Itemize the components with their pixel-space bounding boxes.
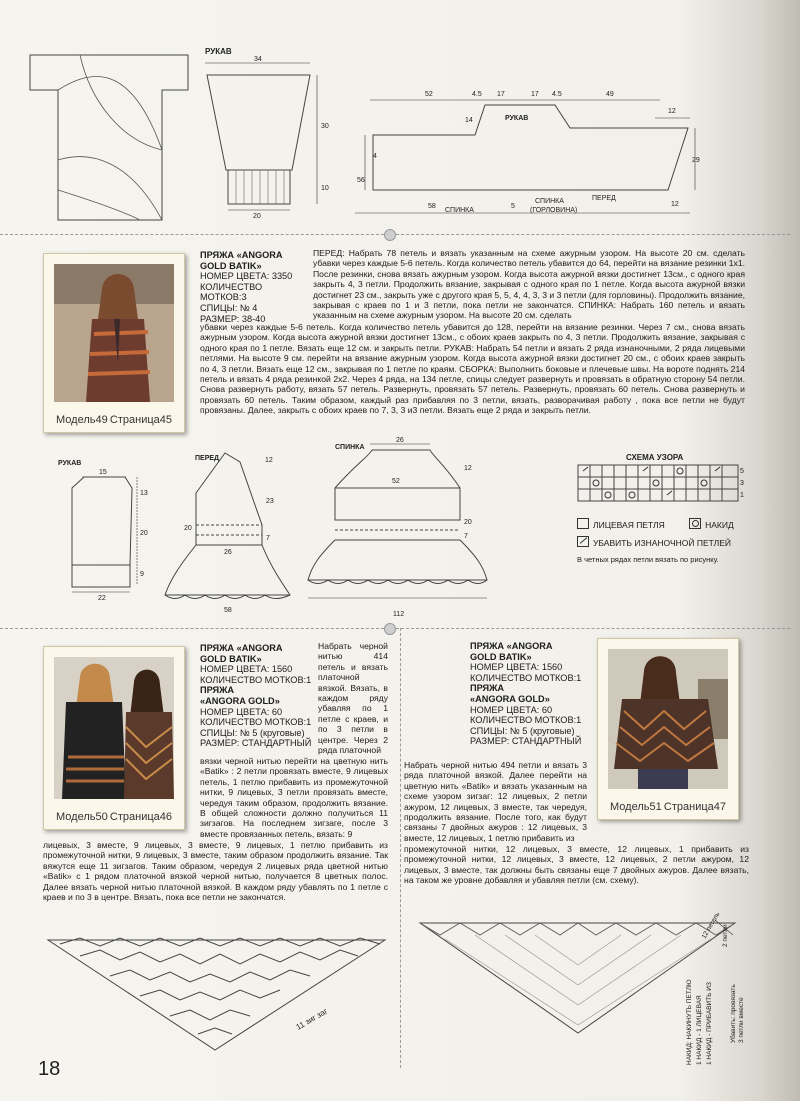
svg-text:РУКАВ: РУКАВ <box>58 460 82 467</box>
model49-photo <box>54 264 174 402</box>
model50-spec: ПРЯЖА «ANGORA GOLD BATIK» НОМЕР ЦВЕТА: 1560 КОЛИЧЕСТВО МОТКОВ:1 ПРЯЖА «ANGORA GOLD» НОМЕР ЦВЕТА: 60 КОЛИЧЕСТВО МОТКОВ:1 СПИЦЫ: № 5 (круговые) РАЗМЕР: СТАНДАРТНЫЙ <box>200 643 312 749</box>
svg-text:20: 20 <box>464 519 472 526</box>
svg-text:12: 12 <box>671 201 679 208</box>
model49-instructions-a: ПЕРЕД: Набрать 78 петель и вязать указанным на схеме ажурным узором. На высоте 20 см. сделать убавки через каждые 5-6 петель. Когда количество петель убавится до 64, перейти на вязание резинки 1х1. После резинки, снова вязать ажурным узором. Когда высота ажурной вязки достигнет 13см., с одного края закрыть 4, 3 петли. Продолжить вязание, закрывая с одного края по 1 петле. Когда высота ажурной вязки достигнет 23 см., закрыть уже с другого края 5, 5, 4, 4, 3, 3 и 3 петли (для горловины). Продолжить вязание, закрывая с краев по 1 и 3 петли, пока петли не закончатся. СПИНКА: Набрать 160 петель и вязать указанным на схеме ажурным узором. На высоте 20 см. сделать <box>313 248 745 321</box>
svg-text:29: 29 <box>692 157 700 164</box>
model51-caption-page: Страница47 <box>663 801 726 813</box>
divider-ornament <box>384 229 396 241</box>
svg-text:7: 7 <box>464 533 468 540</box>
divider-ornament <box>384 623 396 635</box>
svg-text:3: 3 <box>740 480 744 487</box>
svg-text:(ГОРЛОВИНА): (ГОРЛОВИНА) <box>530 207 578 214</box>
svg-text:49: 49 <box>606 91 614 98</box>
top-sleeve-label: РУКАВ <box>205 47 232 56</box>
svg-text:12 петель: 12 петель <box>700 911 722 940</box>
svg-text:26: 26 <box>396 437 404 444</box>
model50-instructions-mid: вязки черной нитью перейти на цветную нить «Batik» : 2 петли провязать вместе, 9 лицевых петель, 1 петлю прибавить из промежуточной нитки, 9 лицевых, 3 петли провязать вместе, чередуя таким образом, продолжить вязание. В общей сложности должно получиться 11 зигзагов. На последнем зигзаге, после 3 вместе провязанных петель, вязать: 9 <box>200 756 388 839</box>
model51-spec: ПРЯЖА «ANGORA GOLD BATIK» НОМЕР ЦВЕТА: 1560 КОЛИЧЕСТВО МОТКОВ:1 ПРЯЖА «ANGORA GOLD» НОМЕР ЦВЕТА: 60 КОЛИЧЕСТВО МОТКОВ:1 СПИЦЫ: № 5 (круговые) РАЗМЕР: СТАНДАРТНЫЙ <box>470 641 582 747</box>
svg-text:56: 56 <box>357 177 365 184</box>
svg-text:22: 22 <box>98 595 106 602</box>
svg-text:10: 10 <box>321 185 329 192</box>
model51-legend: НАКИД: НАКИНУТЬ ПЕТЛЮ 1 НАКИД - 1 ЛИЦЕВАЯ 1 НАКИД - ПРИБАВИТЬ ИЗ Убавить: провязать 3 петли вместе <box>686 979 745 1065</box>
svg-text:7: 7 <box>266 535 270 542</box>
model51-photo <box>608 649 728 789</box>
model51-instructions-a: Набрать черной нитью 494 петли и вязать 3 ряда платочной вязкой. Далее перейти на цветную нить «Batik» и вязать указанным на схеме узором зигзаг: 12 лицевых, 2 петли ажуром, 12 лицевых, 3 вместе, так чередуя, продолжить вязание. После того, как будут связаны 7 двойных ажуров : 12 лицевых, 3 вместе, 12 лицевых, 1 петлю прибавить из <box>404 760 587 843</box>
svg-text:11 зиг заг: 11 зиг заг <box>294 1006 330 1032</box>
scheme-grid <box>578 465 738 501</box>
svg-text:СПИНКА: СПИНКА <box>535 198 564 205</box>
svg-text:4.5: 4.5 <box>552 91 562 98</box>
svg-text:12: 12 <box>265 457 273 464</box>
svg-text:20: 20 <box>253 213 261 220</box>
model50-caption-page: Страница46 <box>109 811 172 823</box>
svg-text:112: 112 <box>393 611 405 618</box>
svg-text:52: 52 <box>392 478 400 485</box>
svg-text:58: 58 <box>428 203 436 210</box>
svg-text:58: 58 <box>224 607 232 614</box>
svg-text:23: 23 <box>266 498 274 505</box>
model49-instructions-b: убавки через каждые 5-6 петель. Когда количество петель убавится до 128, перейти на вязание резинки. Через 7 см., снова вязать ажурным узором. Когда высота ажурной вязки достигнет 13см., с обоих краев закрыть по 4, 3 петли. Продолжить вязание, закрывая с одного края по 1 петле. Вязать еще 12 см. и закрыть петли. РУКАВ: Набрать 54 петли и вязать 2 ряда изнаночными, 2 ряда лицевыми петлями. На высоте 9 см. перейти на вязание ажурным узором. Когда высота ажурной вязки достигнет 20 см., с обоих краев закрыть по 4, 3 петли. Вязать еще 12 см., закрывая по 1 петле по краям. СБОРКА: Выполнить боковые и плечевые швы. На вороте поднять 214 петель и вязать 4 ряда резинкой 2х2. Через 4 ряда, на 134 петле, спицы следует развернуть и провязать в обратную сторону 54 петли. Снова развернуть работу, вязать 57 петель. Развернуть, провязать 57 петель. Развернуть, провязать 60 петель. Снова развернуть и провязать 60 петель. Таким образом, каждый раз прибавляя по 3 петли, вязать, разворачивая работу , пока все петли не будут провязаны. Далее, закрыть с обоих краев по 7, 3, 3 и3 петли. Вязать еще 2 ряда и закрыть петли. <box>200 322 745 416</box>
yarn-over-icon <box>689 518 701 529</box>
svg-text:14: 14 <box>465 117 473 124</box>
model50-photo-card <box>43 646 185 830</box>
model50-instructions-side: Набрать черной нитью 414 петель и вязать платочной вязкой. Вязать, в каждом ряду убавляя по 1 петле с краев, и по 3 петли в центре. Через 2 ряда платочной <box>318 641 388 756</box>
model51-instructions-b: промежуточной нитки, 12 лицевых, 3 вместе, 12 лицевых, 1 прибавить из промежуточной нитки, 12 лицевых, 3 вместе, 12 лицевых, 2 петли ажуром, 12 лицевых, 3 вместе, так должны быть связаны еще 7 двойных ажуров. Далее вязать, на таком же уровне добавляя и убавляя петли (см. схему). <box>404 844 749 886</box>
model49-spec: ПРЯЖА «ANGORA GOLD BATIK» НОМЕР ЦВЕТА: 3350 КОЛИЧЕСТВО МОТКОВ:3 СПИЦЫ: № 4 РАЗМЕР: 38-40 <box>200 250 293 324</box>
svg-text:52: 52 <box>425 91 433 98</box>
model49-legend: ЛИЦЕВАЯ ПЕТЛЯ НАКИД УБАВИТЬ ИЗНАНОЧНОЙ ПЕТЛЕЙ В четных рядах петли вязать по рисунку. <box>577 520 734 564</box>
svg-text:ПЕРЕД: ПЕРЕД <box>195 455 220 462</box>
svg-text:2 петли: 2 петли <box>722 924 729 947</box>
model50-caption-model: Модель50 <box>56 811 108 823</box>
model49-caption-model: Модель49 <box>56 414 108 426</box>
svg-text:30: 30 <box>321 123 329 130</box>
model50-photo <box>54 657 174 799</box>
svg-text:12: 12 <box>464 465 472 472</box>
page-number: 18 <box>38 1058 61 1080</box>
model50-shawl-diagram <box>40 930 400 1060</box>
decrease-purl-icon <box>577 536 589 547</box>
model49-photo-card <box>43 253 185 433</box>
svg-text:СХЕМА УЗОРА: СХЕМА УЗОРА <box>626 453 684 462</box>
svg-text:1: 1 <box>740 492 744 499</box>
svg-text:17: 17 <box>497 91 505 98</box>
svg-text:17: 17 <box>531 91 539 98</box>
svg-text:СПИНКА: СПИНКА <box>335 444 365 451</box>
svg-text:4.5: 4.5 <box>472 91 482 98</box>
svg-text:4: 4 <box>373 153 377 160</box>
svg-text:12: 12 <box>668 108 676 115</box>
svg-text:34: 34 <box>254 56 262 63</box>
svg-text:5: 5 <box>511 203 515 210</box>
column-divider <box>400 628 401 1068</box>
svg-text:СПИНКА: СПИНКА <box>445 207 474 214</box>
knit-stitch-icon <box>577 518 589 529</box>
svg-text:РУКАВ: РУКАВ <box>505 115 529 122</box>
svg-text:20: 20 <box>184 525 192 532</box>
svg-text:15: 15 <box>99 469 107 476</box>
model50-instructions-full: лицевых, 3 вместе, 9 лицевых, 3 вместе, 9 лицевых, 1 петлю прибавить из промежуточной нитки, 9 лицевых, 3 вместе, таким образом продолжить вязание. Так вяжутся еще 11 зигзагов. Таким образом, чередуя 2 лицевых ряда цветной нитью «Batik» с 1 рядом платочной вязкой черной нитью, получается 8 цветных полос. Далее вязать черной нитью платочной вязкой. В каждом ряду убавлять по 1 петле с краев и по 3 в центре. Вязать, пока все петли не закончатся. <box>43 840 388 903</box>
top-pattern-diagram <box>0 0 800 230</box>
model49-caption-page: Страница45 <box>109 414 172 426</box>
svg-text:ПЕРЕД: ПЕРЕД <box>592 195 616 202</box>
svg-text:9: 9 <box>140 571 144 578</box>
svg-text:20: 20 <box>140 530 148 537</box>
svg-text:13: 13 <box>140 490 148 497</box>
svg-text:5: 5 <box>740 468 744 475</box>
svg-text:26: 26 <box>224 549 232 556</box>
model51-caption-model: Модель51 <box>610 801 662 813</box>
model51-photo-card <box>597 638 739 820</box>
